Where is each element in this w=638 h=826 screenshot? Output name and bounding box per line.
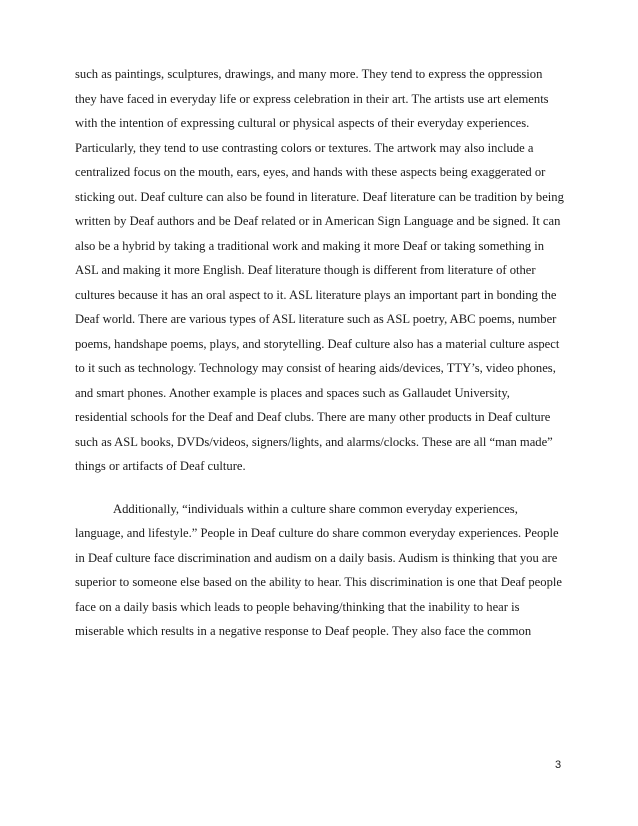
text-line: sticking out. Deaf culture can also be found in literature. Deaf literature can be tradition by being [75, 189, 564, 204]
text-line: miserable which results in a negative response to Deaf people. They also face the common [75, 624, 532, 638]
text-line: they have faced in everyday life or express celebration in their art. The artists use art elements [75, 91, 549, 106]
text-line: superior to someone else based on the ability to hear. This discrimination is one that Deaf people [75, 575, 562, 589]
text-line: ASL and making it more English. Deaf literature though is different from literature of other [75, 263, 536, 277]
text-line: centralized focus on the mouth, ears, eyes, and hands with these aspects being exaggerated or [75, 165, 546, 179]
text-line: in Deaf culture face discrimination and audism on a daily basis. Audism is thinking that you are [75, 550, 558, 565]
text-line: such as ASL books, DVDs/videos, signers/lights, and alarms/clocks. These are all “man made” [75, 434, 553, 449]
paragraph-1 [75, 62, 575, 479]
body-text [75, 62, 575, 644]
text-line: to it such as technology. Technology may consist of hearing aids/devices, TTY’s, video phones, [75, 361, 556, 375]
page-number: 3 [555, 759, 562, 771]
text-line: Particularly, they tend to use contrasting colors or textures. The artwork may also include a [75, 140, 534, 155]
text-line: things or artifacts of Deaf culture. [75, 459, 246, 473]
text-line: such as paintings, sculptures, drawings, and many more. They tend to express the oppression [75, 67, 543, 81]
text-line: also be a hybrid by taking a traditional work and making it more Deaf or taking something in [75, 238, 545, 253]
text-line: face on a daily basis which leads to people behaving/thinking that the inability to hear is [75, 599, 520, 614]
paragraph-2 [75, 497, 575, 644]
text-line: Deaf world. There are various types of ASL literature such as ASL poetry, ABC poems, number [75, 312, 557, 326]
paragraph-spacer [75, 479, 575, 497]
text-line: written by Deaf authors and be Deaf related or in American Sign Language and be signed. It can [75, 214, 561, 228]
text-line: residential schools for the Deaf and Deaf clubs. There are many other products in Deaf culture [75, 410, 551, 424]
text-line: cultures because it has an oral aspect to it. ASL literature plays an important part in bonding the [75, 287, 557, 302]
text-line: language, and lifestyle.” People in Deaf culture do share common everyday experiences. People [75, 526, 559, 540]
text-line: poems, handshape poems, plays, and storytelling. Deaf culture also has a material culture aspect [75, 336, 560, 351]
text-line: with the intention of expressing cultural or physical aspects of their everyday experiences. [75, 116, 530, 130]
text-line: Additionally, “individuals within a culture share common everyday experiences, [113, 501, 518, 516]
text-line: and smart phones. Another example is places and spaces such as Gallaudet University, [75, 385, 510, 400]
